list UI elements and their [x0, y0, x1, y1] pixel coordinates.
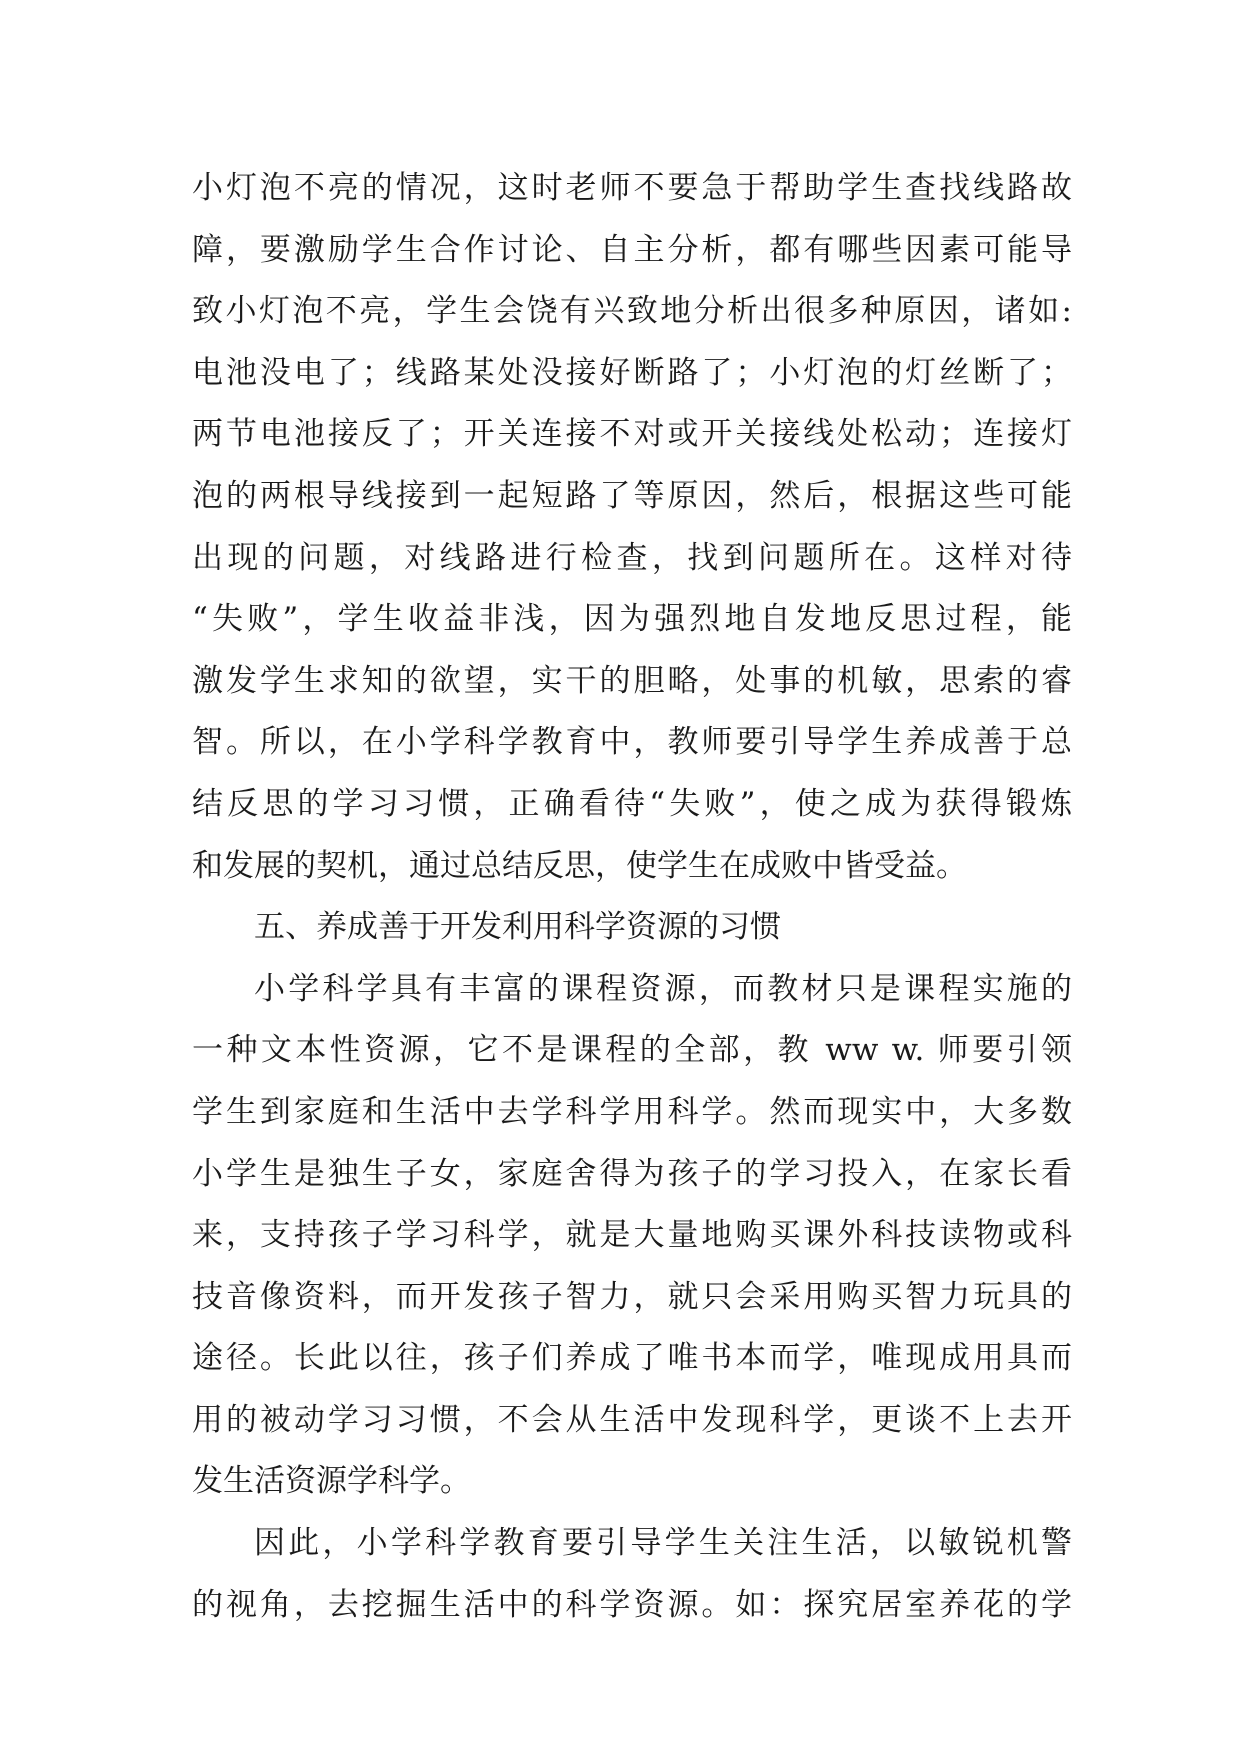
text-line: 泡的两根导线接到一起短路了等原因，然后，根据这些可能: [192, 477, 1072, 514]
text-line: 电池没电了；线路某处没接好断路了；小灯泡的灯丝断了；: [192, 354, 1072, 391]
text-line: 用的被动学习习惯，不会从生活中发现科学，更谈不上去开: [192, 1401, 1072, 1438]
text-line: 结反思的学习习惯，正确看待“失败”，使之成为获得锻炼: [192, 785, 1072, 822]
text-line: 学生到家庭和生活中去学科学用科学。然而现实中，大多数: [192, 1093, 1072, 1130]
paragraph-first-line: 因此，小学科学教育要引导学生关注生活，以敏锐机警: [254, 1525, 1072, 1562]
text-line: 技音像资料，而开发孩子智力，就只会采用购买智力玩具的: [192, 1278, 1072, 1315]
text-line: 出现的问题，对线路进行检查，找到问题所在。这样对待: [192, 539, 1072, 576]
text-line: 小灯泡不亮的情况，这时老师不要急于帮助学生查找线路故: [192, 170, 1072, 206]
paragraph-first-line: 小学科学具有丰富的课程资源，而教材只是课程实施的: [254, 970, 1072, 1007]
text-line: 发生活资源学科学。: [192, 1463, 471, 1500]
text-line: 的视角，去挖掘生活中的科学资源。如：探究居室养花的学: [192, 1586, 1072, 1623]
text-line: 致小灯泡不亮，学生会饶有兴致地分析出很多种原因，诸如:: [192, 293, 1072, 330]
text-line: 激发学生求知的欲望，实干的胆略，处事的机敏，思索的睿: [192, 662, 1072, 699]
text-line: 两节电池接反了；开关连接不对或开关接线处松动；连接灯: [192, 416, 1072, 453]
text-line: 障，要激励学生合作讨论、自主分析，都有哪些因素可能导: [192, 231, 1072, 268]
text-line: 一种文本性资源，它不是课程的全部，教 ww w. 师要引领: [192, 1032, 1072, 1069]
text-line: 来，支持孩子学习科学，就是大量地购买课外科技读物或科: [192, 1217, 1072, 1254]
text-line: 途径。长此以往，孩子们养成了唯书本而学，唯现成用具而: [192, 1340, 1072, 1377]
document-body: [192, 158, 1072, 1636]
text-line: 智。所以，在小学科学教育中，教师要引导学生养成善于总: [192, 724, 1072, 761]
text-line: 和发展的契机，通过总结反思，使学生在成败中皆受益。: [192, 847, 967, 884]
text-line: “失败”，学生收益非浅，因为强烈地自发地反思过程，能: [192, 601, 1072, 638]
text-line: 小学生是独生子女，家庭舍得为孩子的学习投入，在家长看: [192, 1155, 1072, 1192]
section-heading: 五、养成善于开发利用科学资源的习惯: [254, 909, 781, 946]
